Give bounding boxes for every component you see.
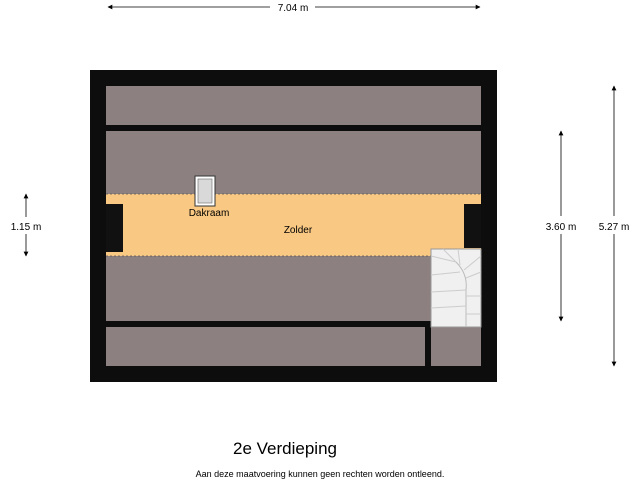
depth-dimension-label: 3.60 m xyxy=(545,222,577,233)
width-dimension-label: 7.04 m xyxy=(277,3,309,14)
skylight-label: Dakraam xyxy=(188,208,230,219)
side-wall-right xyxy=(464,204,481,248)
side-wall-left xyxy=(106,204,123,252)
total-dimension-label: 5.27 m xyxy=(598,222,630,233)
left-dimension-label: 1.15 m xyxy=(10,222,42,233)
skylight-icon xyxy=(195,176,215,206)
roof-slope-bottom xyxy=(106,327,425,366)
room-label-zolder: Zolder xyxy=(283,225,313,236)
roof-slope-lower xyxy=(106,256,431,321)
staircase xyxy=(431,249,481,327)
roof-slope-upper xyxy=(106,131,481,194)
roof-slope-bottom-right xyxy=(431,327,481,366)
disclaimer-text: Aan deze maatvoering kunnen geen rechten worden ontleend. xyxy=(195,469,445,479)
roof-slope-top xyxy=(106,86,481,125)
floor-title: 2e Verdieping xyxy=(233,439,337,458)
